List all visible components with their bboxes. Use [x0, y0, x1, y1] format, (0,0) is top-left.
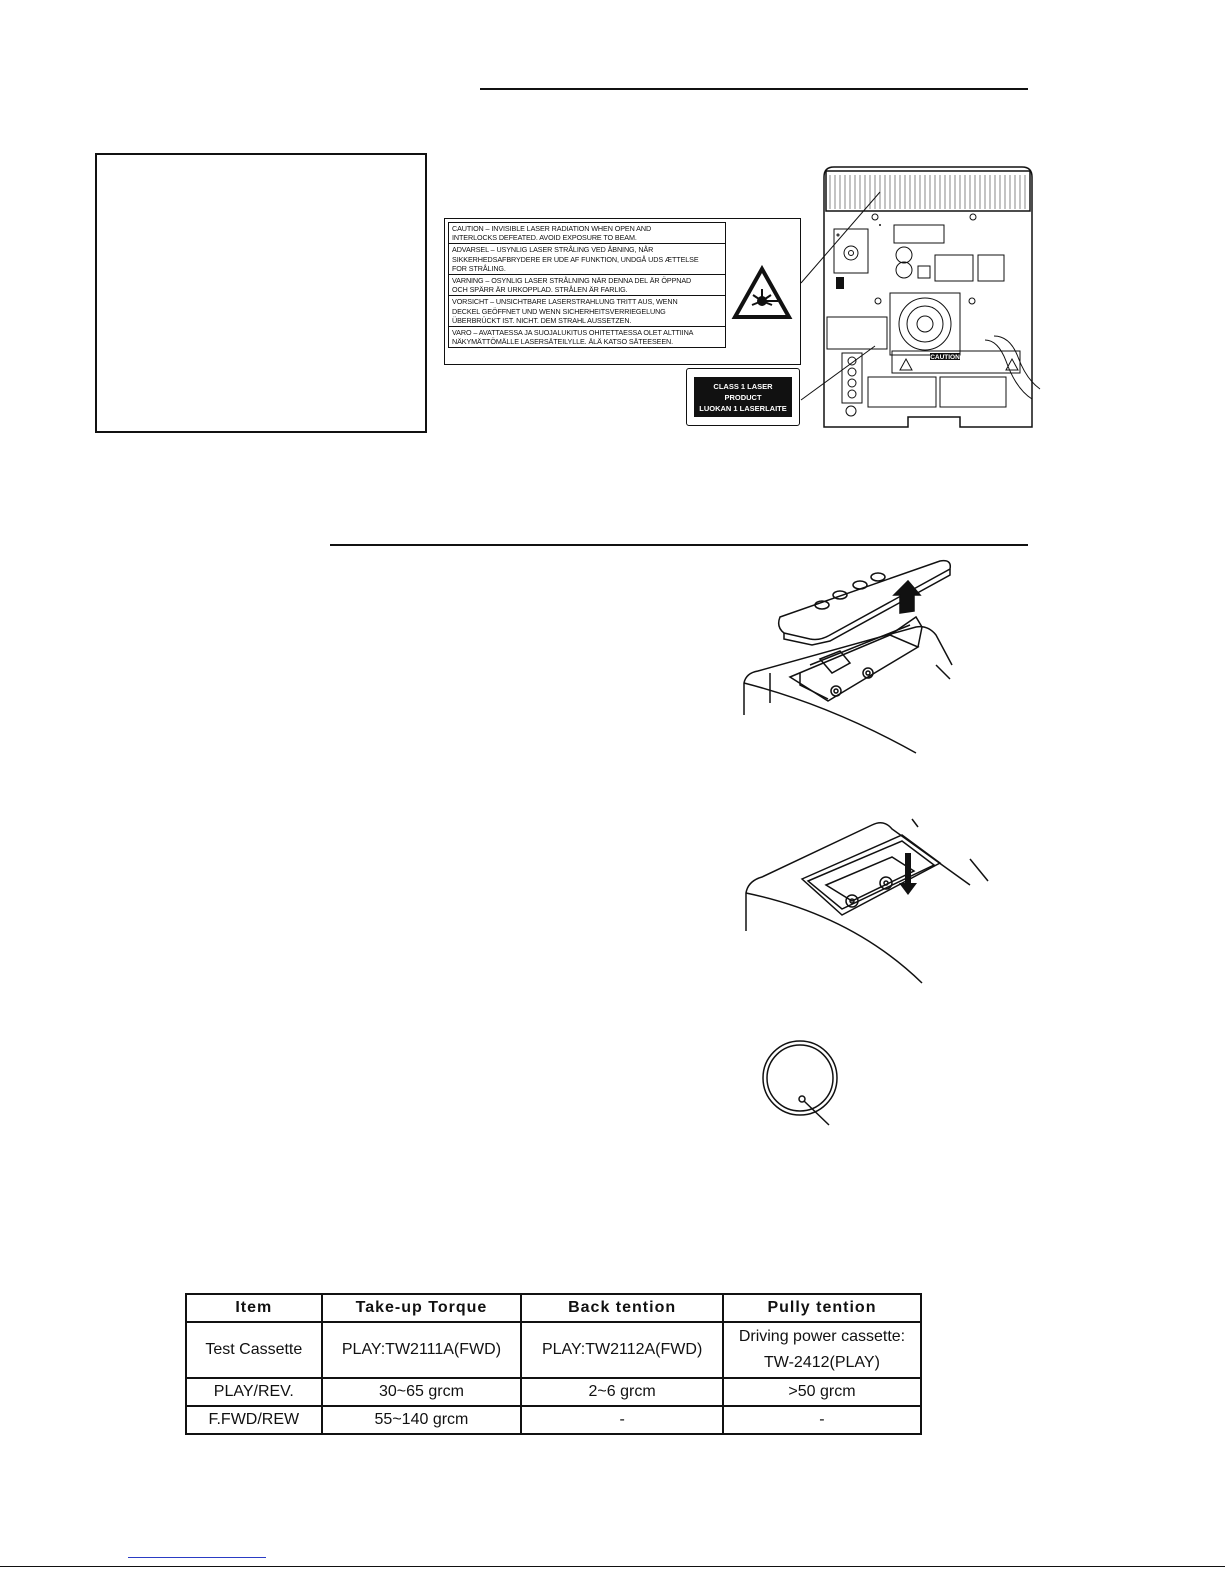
table-cell: -	[521, 1406, 723, 1434]
table-cell: 55~140 grcm	[322, 1406, 522, 1434]
warning-line: ADVARSEL – USYNLIG LASER STRÅLING VED ÅBNING, NÅR	[452, 245, 654, 255]
warning-line: INTERLOCKS DEFEATED. AVOID EXPOSURE TO BEAM.	[452, 233, 637, 243]
table-cell: Test Cassette	[186, 1322, 322, 1378]
warning-line: FOR STRÅLING.	[452, 263, 506, 273]
cassette-install-illustration	[742, 815, 1002, 995]
header-back: Back tention	[521, 1294, 723, 1322]
header-item: Item	[186, 1294, 322, 1322]
table-cell: >50 grcm	[723, 1378, 921, 1406]
footer-link-underline[interactable]	[128, 1557, 266, 1558]
table-cell: 30~65 grcm	[322, 1378, 522, 1406]
warning-line: VARNING – OSYNLIG LASER STRÅLNING NÄR DENNA DEL ÄR ÖPPNAD	[452, 276, 692, 286]
table-row	[186, 1378, 921, 1406]
footer-rule	[0, 1566, 1225, 1567]
warning-line: NÄKYMÄTTÖMÄLLE LASERSÄTEILYLLE. ÄLÄ KATSO SÄTEESEEN.	[452, 337, 674, 347]
table-cell-line: TW-2412(PLAY)	[764, 1354, 880, 1371]
warning-line: DECKEL GEÖFFNET UND WENN SICHERHEITSVERRIEGELUNG	[452, 306, 666, 316]
table-cell: PLAY/REV.	[186, 1378, 322, 1406]
cassette-lid-removal-illustration	[740, 555, 1000, 765]
class1-line2: LUOKAN 1 LASERLAITE	[699, 404, 787, 413]
circle-reference-illustration	[755, 1033, 855, 1133]
section-rule-middle	[330, 544, 1028, 546]
tension-table	[185, 1293, 922, 1435]
class1-line3: KLASS 1 LASERAPPARAT	[695, 415, 791, 424]
warning-line: OCH SPÄRR ÄR URKOPPLAD. STRÅLEN ÄR FARLIG.	[452, 285, 628, 295]
table-cell: PLAY:TW2112A(FWD)	[521, 1322, 723, 1378]
table-cell: PLAY:TW2111A(FWD)	[322, 1322, 522, 1378]
table-row	[186, 1406, 921, 1434]
header-pully: Pully tention	[723, 1294, 921, 1322]
warning-line: SIKKERHEDSAFBRYDERE ER UDE AF FUNKTION, UNDGÅ UDS ÆTTELSE	[452, 254, 699, 264]
class1-line1: CLASS 1 LASER PRODUCT	[713, 382, 773, 402]
label-leader-lines	[0, 0, 1225, 500]
table-header-row	[186, 1294, 921, 1322]
table-cell: -	[723, 1406, 921, 1434]
table-cell-line: Driving power cassette:	[738, 1328, 906, 1345]
table-row	[186, 1322, 921, 1378]
warning-line: VARO – AVATTAESSA JA SUOJALUKITUS OHITETTAESSA OLET ALTTIINA	[452, 328, 694, 338]
header-take-up: Take-up Torque	[322, 1294, 522, 1322]
warning-line: VORSICHT – UNSICHTBARE LASERSTRAHLUNG TRITT AUS, WENN	[452, 297, 678, 307]
table-cell: F.FWD/REW	[186, 1406, 322, 1434]
warning-line: ÜBERBRÜCKT IST. NICHT. DEM STRAHL AUSSETZEN.	[452, 315, 632, 325]
table-cell: 2~6 grcm	[521, 1378, 723, 1406]
table-cell	[723, 1322, 921, 1378]
rear-caution-text: CAUTION	[930, 354, 960, 361]
warning-line: CAUTION – INVISIBLE LASER RADIATION WHEN OPEN AND	[452, 224, 652, 233]
